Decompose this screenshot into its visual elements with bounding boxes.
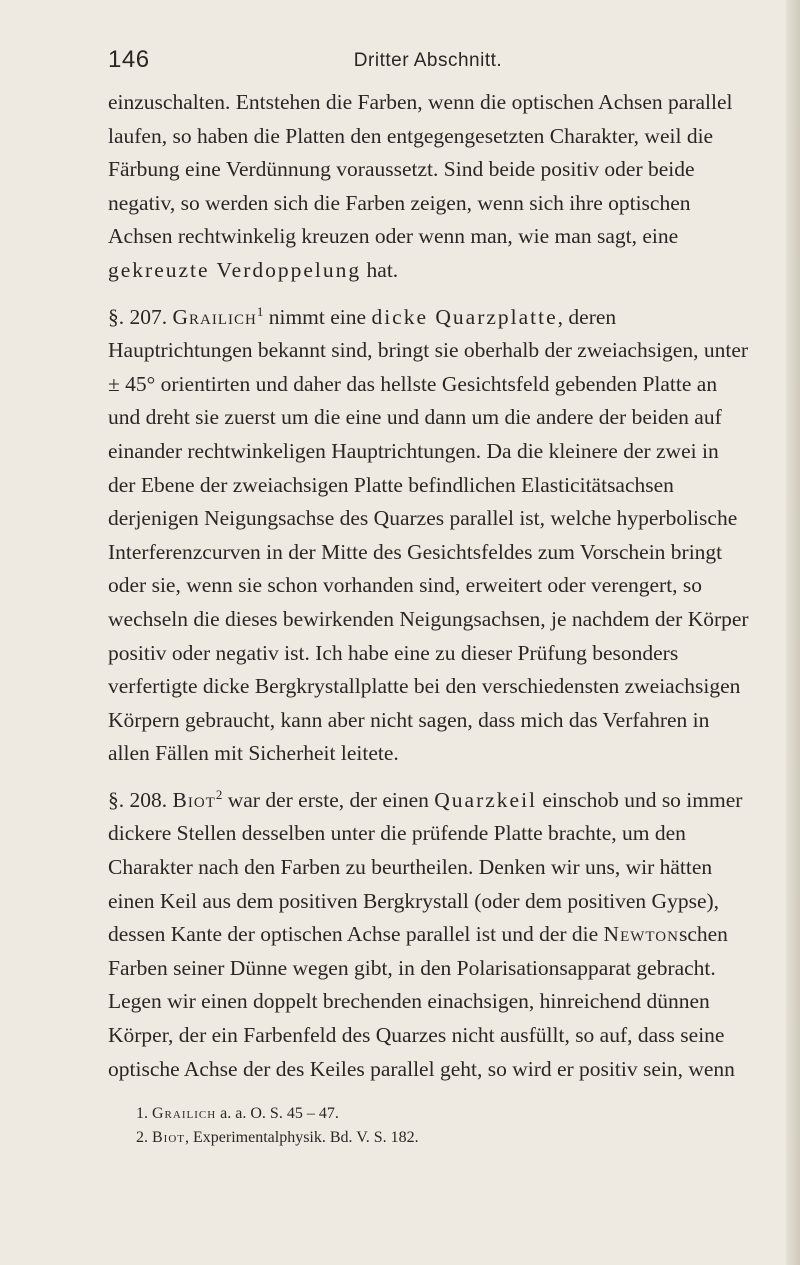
- footnote-1-text: a. a. O. S. 45 – 47.: [216, 1105, 339, 1122]
- emphasis-dicke-quarzplatte: dicke Quarzplatte: [371, 304, 558, 329]
- footnote-1-author: Grailich: [152, 1105, 217, 1122]
- author-grailich: Grailich: [172, 304, 257, 329]
- body-text: [108, 86, 750, 1099]
- footnotes: [136, 1102, 736, 1150]
- footnote-ref-1: 1: [256, 303, 264, 319]
- footnote-2-number: 2.: [136, 1129, 148, 1146]
- footnote-2-author: Biot: [152, 1129, 185, 1146]
- paragraph-1: [108, 86, 750, 288]
- paragraph-208-text-b: einschob und so immer dickere Stellen desselben unter die prüfende Platte brachte, um den Charakter nach den Farben zu beurtheilen. Denken wir uns, wir hätten einen Keil aus dem positiven Bergkrystall (oder dem positiven Gypse), dessen Kante der optischen Achse parallel ist und der die: [108, 787, 743, 947]
- paragraph-1-end: hat.: [361, 257, 399, 282]
- paragraph-207-text-a: nimmt eine: [263, 304, 372, 329]
- author-newton: Newton: [603, 922, 679, 947]
- author-biot: Biot: [172, 787, 216, 812]
- section-number-208: §. 208.: [108, 787, 173, 812]
- footnote-1-number: 1.: [136, 1105, 148, 1122]
- paragraph-1-text: einzuschalten. Entstehen die Farben, wenn die optischen Achsen parallel laufen, so haben die Platten den entgegengesetzten Charakter, weil die Färbung eine Verdünnung voraussetzt. Sind beide positiv oder beide negativ, so werden sich die Farben zeigen, wenn sich ihre optischen Achsen rechtwinkelig kreuzen oder wenn man, wie man sagt, eine: [108, 90, 733, 249]
- footnote-2: [136, 1126, 736, 1150]
- running-head: Dritter Abschnitt.: [353, 50, 503, 71]
- paragraph-207: [108, 301, 750, 771]
- paragraph-207-text-b: , deren Hauptrichtungen bekannt sind, bringt sie oberhalb der zweiachsigen, unter ± 45° orientirten und daher das hellste Gesichtsfeld gebenden Platte an und dreht sie zuerst um die eine und dann um die andere der beiden auf einander rechtwinkeligen Hauptrichtungen. Da die kleinere der zwei in der Ebene der zweiachsigen Platte befindlichen Elasticitätsachsen derjenigen Neigungsachse des Quarzes parallel ist, welche hyperbolische Interferenzcurven in der Mitte des Gesichtsfeldes zum Vorschein bringt oder sie, wenn sie schon vorhanden sind, erweitert oder verengert, so wechseln die dieses bewirkenden Neigungsachsen, je nachdem der Körper positiv oder negativ ist. Ich habe eine zu dieser Prüfung besonders verfertigte dicke Bergkrystallplatte bei den verschiedensten zweiachsigen Körpern gebraucht, kann aber nicht sagen, dass mich das Verfahren in allen Fällen mit Sicherheit leitete.: [108, 304, 749, 766]
- page-edge-shadow: [786, 0, 800, 1265]
- paragraph-208: [108, 784, 750, 1086]
- paragraph-208-text-c: schen Farben seiner Dünne wegen gibt, in den Polarisationsapparat gebracht. Legen wir einen doppelt brechenden einachsigen, hinreichend dünnen Körper, der ein Farbenfeld des Quarzes nicht ausfüllt, so auf, dass seine optische Achse der des Keiles parallel geht, so wird er positiv sein, wenn: [108, 922, 735, 1081]
- emphasis-gekreuzte-verdoppelung: gekreuzte Verdoppelung: [108, 257, 362, 282]
- emphasis-quarzkeil: Quarzkeil: [434, 787, 538, 812]
- footnote-2-text: , Experimentalphysik. Bd. V. S. 182.: [185, 1129, 419, 1146]
- page-header: [108, 46, 748, 86]
- footnote-1: [136, 1102, 736, 1126]
- footnote-ref-2: 2: [215, 786, 223, 802]
- section-number-207: §. 207.: [108, 304, 173, 329]
- page-number: 146: [108, 46, 150, 73]
- paragraph-208-text-a: war der erste, der einen: [222, 787, 435, 812]
